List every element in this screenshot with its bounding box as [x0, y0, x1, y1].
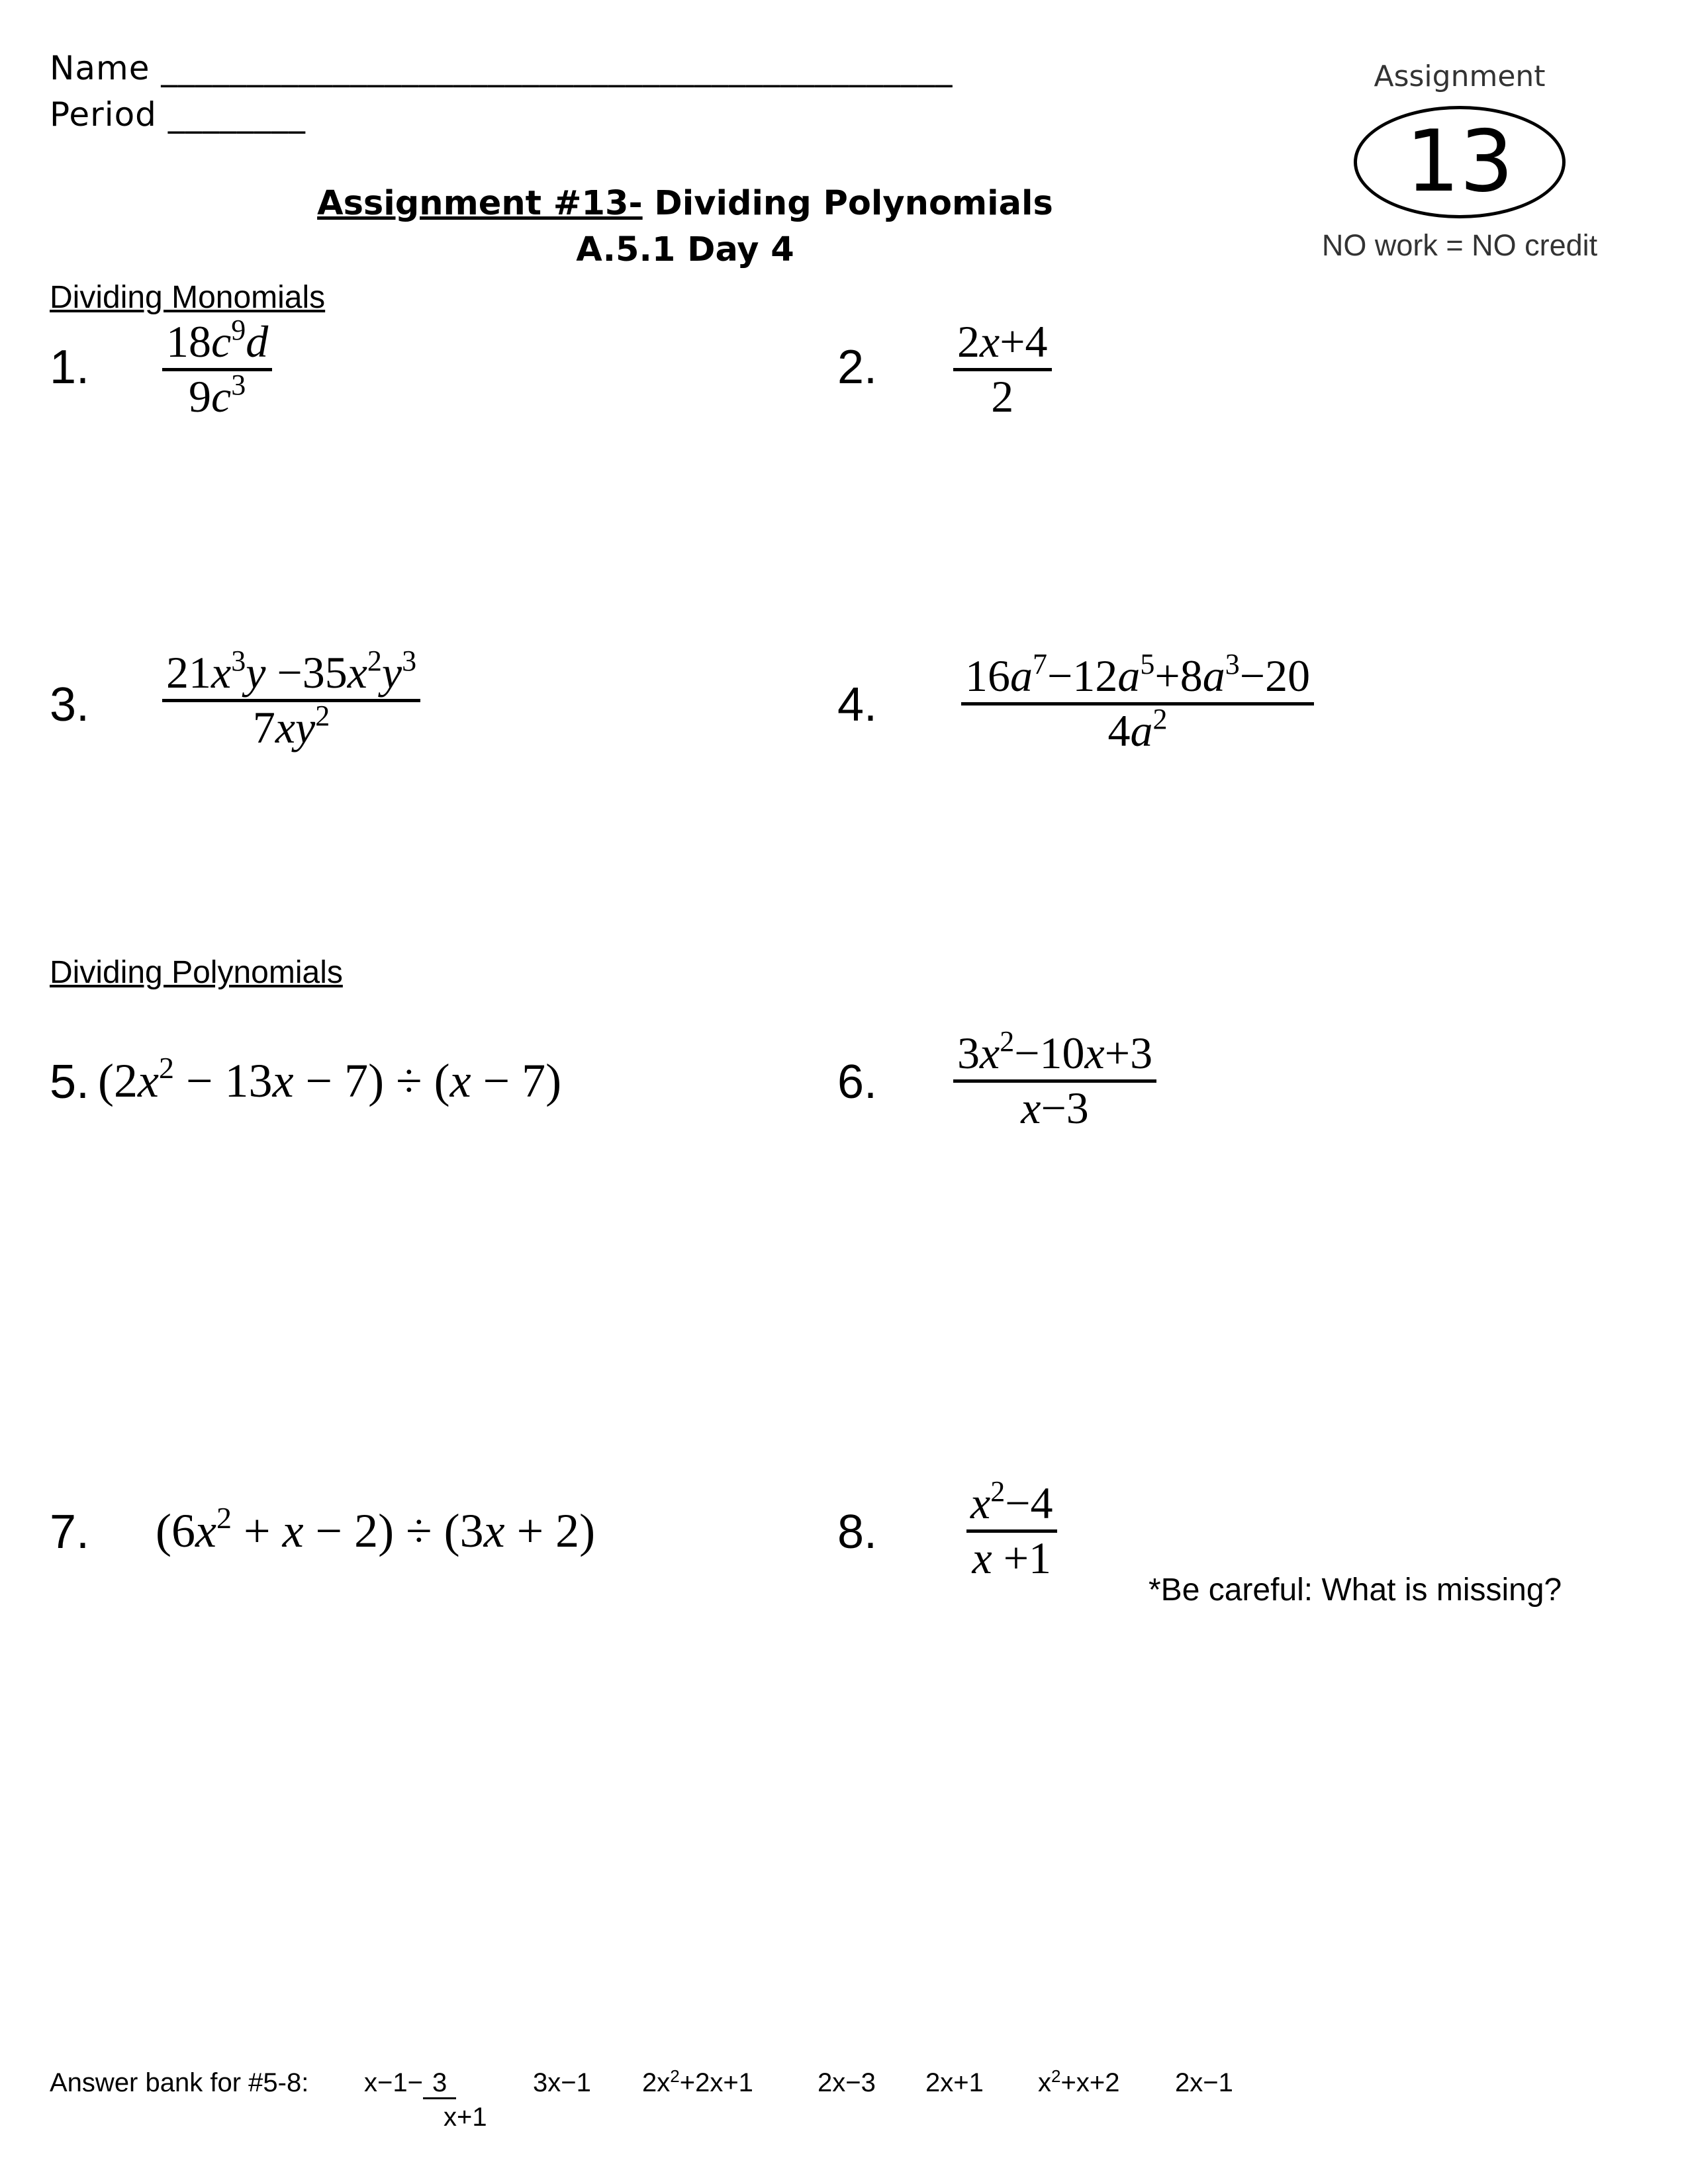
- problem-1-number: 1.: [50, 341, 90, 394]
- badge-number: 13: [1405, 113, 1514, 211]
- problem-3-expression: $\frac{21x^3y -35x^2y^3}{7xy^2}$: [162, 649, 420, 751]
- title-assignment: Assignment #13-: [317, 184, 643, 223]
- answer-3-exponent: 2: [670, 2066, 680, 2086]
- answer-6-rest: +x+2: [1060, 2068, 1120, 2097]
- badge-label: Assignment: [1374, 60, 1546, 93]
- problem-8-number: 8.: [837, 1506, 878, 1559]
- name-line: [50, 45, 953, 91]
- problem-8-expression: $\frac{x^2-4}{x +1}$: [966, 1479, 1057, 1582]
- problem-1-expression: $\frac{18c^9d}{9c^3}$: [162, 318, 272, 420]
- problem-6-expression: $\frac{3x^2-10x+3}{x-3}$: [953, 1029, 1156, 1132]
- problem-5-number: 5.: [50, 1056, 90, 1109]
- section-dividing-monomials: Dividing Monomials: [50, 280, 326, 315]
- page-title: [222, 182, 1149, 226]
- answer-bank-choice-3: [642, 2067, 753, 2099]
- answer-6-exponent: 2: [1051, 2066, 1061, 2086]
- answer-bank-choice-4: 2x−3: [818, 2068, 876, 2097]
- problem-2-number: 2.: [837, 341, 878, 394]
- name-label: Name: [50, 49, 150, 87]
- answer-bank-choice-2: 3x−1: [533, 2068, 591, 2097]
- answer-3-base: 2x: [642, 2068, 671, 2097]
- problem-4-number: 4.: [837, 678, 878, 731]
- answer-3-rest: +2x+1: [679, 2068, 753, 2097]
- assignment-badge: [1354, 106, 1566, 218]
- problem-6-number: 6.: [837, 1056, 878, 1109]
- problem-8-note: *Be careful: What is missing?: [1149, 1572, 1562, 1608]
- answer-1-denominator: x+1: [444, 2103, 487, 2132]
- answer-1-numerator: 3: [423, 2068, 456, 2099]
- answer-6-base: x: [1038, 2068, 1051, 2097]
- answer-bank-label: Answer bank for #5-8:: [50, 2068, 309, 2097]
- answer-1-main: x−1−: [364, 2068, 423, 2097]
- problem-5-expression: $(2x^2 - 13x - 7) \div (x - 7)$: [98, 1051, 562, 1107]
- problem-7-expression: $(6x^2 + x - 2) \div (3x + 2)$: [156, 1501, 596, 1557]
- answer-bank-choice-6: [1038, 2067, 1119, 2099]
- problem-7-number: 7.: [50, 1506, 90, 1559]
- section-dividing-polynomials: Dividing Polynomials: [50, 955, 343, 990]
- badge-note: NO work = NO credit: [1321, 228, 1598, 262]
- title-topic: Dividing Polynomials: [654, 184, 1053, 223]
- answer-bank-choice-5: 2x+1: [925, 2068, 984, 2097]
- page-subtitle: A.5.1 Day 4: [576, 230, 794, 269]
- name-field[interactable]: ______________________________________________: [161, 49, 953, 87]
- period-field[interactable]: ________: [167, 95, 306, 134]
- answer-bank-choice-1: [364, 2067, 456, 2099]
- problem-4-expression: $\frac{16a^7-12a^5+8a^3-20}{4a^2}$: [961, 652, 1314, 754]
- problem-3-number: 3.: [50, 678, 90, 731]
- period-line: [50, 91, 306, 138]
- period-label: Period: [50, 95, 157, 134]
- answer-bank-choice-7: 2x−1: [1175, 2068, 1233, 2097]
- problem-2-expression: $\frac{2x+4}{2}$: [953, 318, 1052, 420]
